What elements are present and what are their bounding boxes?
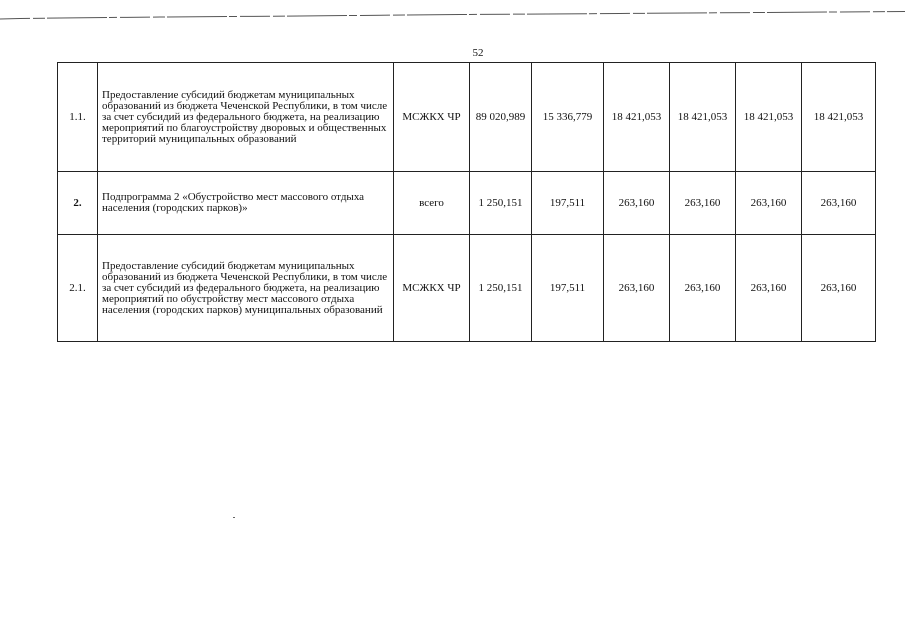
row-number: 1.1. — [58, 63, 98, 172]
row-year-4: 263,160 — [736, 235, 802, 342]
row-executor: МСЖКХ ЧР — [394, 63, 470, 172]
table-row — [58, 63, 876, 172]
program-table — [57, 62, 876, 342]
row-year-3: 263,160 — [670, 172, 736, 235]
row-year-2: 18 421,053 — [604, 63, 670, 172]
row-year-5: 263,160 — [802, 235, 876, 342]
table-row — [58, 172, 876, 235]
row-description: Подпрограмма 2 «Обустройство мест массового отдыха населения (городских парков)» — [98, 172, 394, 235]
row-executor: всего — [394, 172, 470, 235]
page-number: 52 — [472, 47, 484, 59]
scan-speck — [233, 517, 235, 518]
row-number: 2.1. — [58, 235, 98, 342]
row-description: Предоставление субсидий бюджетам муниципальных образований из бюджета Чеченской Республики, в том числе за счет субсидий из федерального бюджета, на реализацию мероприятий по обустройству мест массового отдыха населения (городских парков) муниципальных образований — [98, 235, 394, 342]
row-year-5: 18 421,053 — [802, 63, 876, 172]
row-year-4: 263,160 — [736, 172, 802, 235]
row-year-3: 263,160 — [670, 235, 736, 342]
scan-artifact-line — [0, 9, 905, 21]
row-total: 1 250,151 — [470, 172, 532, 235]
row-year-1: 197,511 — [532, 235, 604, 342]
row-executor: МСЖКХ ЧР — [394, 235, 470, 342]
row-number: 2. — [58, 172, 98, 235]
row-year-2: 263,160 — [604, 235, 670, 342]
row-year-4: 18 421,053 — [736, 63, 802, 172]
row-total: 1 250,151 — [470, 235, 532, 342]
row-total: 89 020,989 — [470, 63, 532, 172]
row-year-2: 263,160 — [604, 172, 670, 235]
row-year-1: 15 336,779 — [532, 63, 604, 172]
row-year-3: 18 421,053 — [670, 63, 736, 172]
table-row — [58, 235, 876, 342]
row-year-1: 197,511 — [532, 172, 604, 235]
row-description: Предоставление субсидий бюджетам муниципальных образований из бюджета Чеченской Республики, в том числе за счет субсидий из федерального бюджета, на реализацию мероприятий по благоустройству дворовых и общественных территорий муниципальных образований — [98, 63, 394, 172]
row-year-5: 263,160 — [802, 172, 876, 235]
